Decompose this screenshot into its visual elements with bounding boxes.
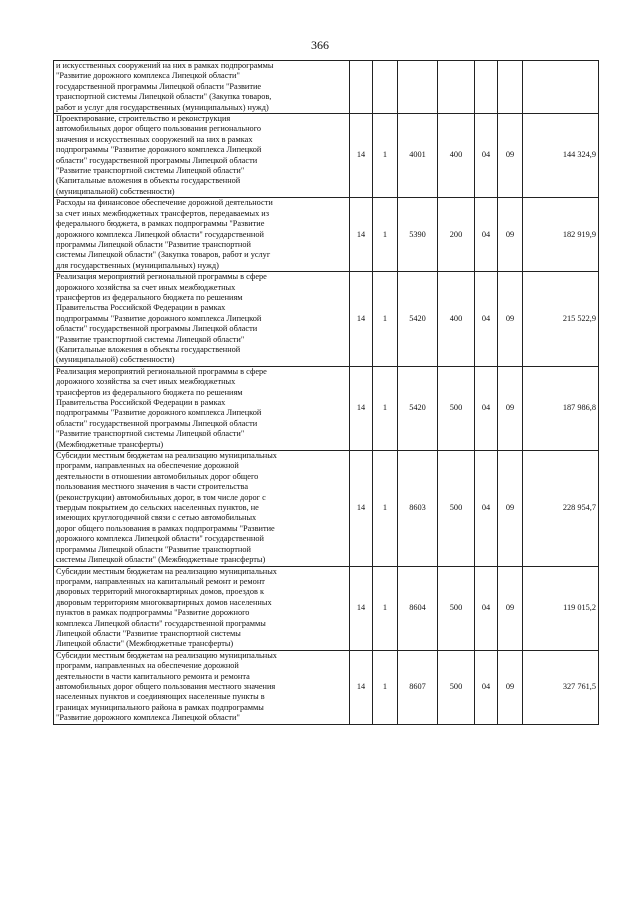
code-cell-1: 14: [350, 114, 373, 198]
code-cell-2: 1: [373, 650, 398, 724]
description-line: Проектирование, строительство и реконструкция: [56, 114, 231, 124]
description-line: границах муниципального района в рамках подпрограммы: [56, 702, 264, 712]
description-line: автомобильных дорог общего пользования местного значения: [56, 681, 276, 691]
description-line: дорожного хозяйства за счет иных межбюджетных: [56, 282, 236, 292]
description-line: и искусственных сооружений на них в рамках подпрограммы: [56, 61, 274, 70]
code-cell-6: [498, 61, 523, 114]
code-cell-6: 09: [498, 198, 523, 272]
row-description: [54, 272, 350, 367]
description-line: Липецкой области" (Межбюджетные трансферты): [56, 639, 234, 649]
row-description: [54, 650, 350, 724]
description-line: государственной программы Липецкой области "Развитие: [56, 81, 262, 91]
code-cell-3: [398, 61, 438, 114]
description-line: работ и услуг для государственных (муниципальных) нужд): [56, 102, 269, 112]
code-cell-5: 04: [475, 114, 498, 198]
code-cell-3: 5420: [398, 272, 438, 367]
description-line: области" государственной программы Липецкой области: [56, 324, 258, 334]
description-line: Правительства Российской Федерации в рамках: [56, 303, 226, 313]
description-line: "Развитие транспортной системы Липецкой области": [56, 334, 245, 344]
description-line: автомобильных дорог общего пользования регионального: [56, 124, 262, 134]
code-cell-5: [475, 61, 498, 114]
code-cell-6: 09: [498, 650, 523, 724]
description-line: дорожного комплекса Липецкой области" государственной: [56, 534, 264, 544]
description-line: Расходы на финансовое обеспечение дорожной деятельности: [56, 198, 273, 208]
description-line: населенных пунктов и соединяющих населенные пункты в: [56, 692, 265, 702]
table-row: [54, 61, 599, 114]
description-line: пунктов в рамках подпрограммы "Развитие дорожного: [56, 608, 250, 618]
code-cell-3: 8604: [398, 566, 438, 650]
description-line: подпрограммы "Развитие дорожного комплекса Липецкой: [56, 313, 262, 323]
description-line: системы Липецкой области" (Межбюджетные трансферты): [56, 555, 266, 565]
description-line: "Развитие транспортной системы Липецкой области": [56, 166, 245, 176]
description-line: трансфертов из федерального бюджета по решениям: [56, 387, 243, 397]
code-cell-2: 1: [373, 451, 398, 566]
code-cell-2: [373, 61, 398, 114]
code-cell-1: 14: [350, 650, 373, 724]
description-line: "Развитие дорожного комплекса Липецкой области": [56, 71, 240, 81]
description-line: дорог общего пользования в рамках подпрограммы "Развитие: [56, 523, 275, 533]
code-cell-5: 04: [475, 198, 498, 272]
description-line: Субсидии местным бюджетам на реализацию муниципальных: [56, 650, 277, 660]
row-description: [54, 566, 350, 650]
code-cell-2: 1: [373, 566, 398, 650]
code-cell-5: 04: [475, 566, 498, 650]
code-cell-6: 09: [498, 451, 523, 566]
amount-cell: 182 919,9: [523, 198, 599, 272]
code-cell-4: 400: [438, 272, 475, 367]
code-cell-5: 04: [475, 650, 498, 724]
amount-cell: 144 324,9: [523, 114, 599, 198]
description-line: деятельности в отношении автомобильных дорог общего: [56, 471, 259, 481]
table-row: [54, 451, 599, 566]
description-line: деятельности в части капитального ремонта и ремонта: [56, 671, 250, 681]
amount-cell: 119 015,2: [523, 566, 599, 650]
description-line: для государственных (муниципальных) нужд): [56, 260, 219, 270]
description-line: программы Липецкой области "Развитие транспортной: [56, 239, 251, 249]
code-cell-4: 500: [438, 650, 475, 724]
description-line: Липецкой области "Развитие транспортной системы: [56, 628, 241, 638]
description-line: подпрограммы "Развитие дорожного комплекса Липецкой: [56, 145, 262, 155]
table-row: [54, 650, 599, 724]
description-line: (реконструкции) автомобильных дорог, в том числе дорог с: [56, 492, 266, 502]
row-description: [54, 451, 350, 566]
description-line: программ, направленных на капитальный ремонт и ремонт: [56, 576, 265, 586]
code-cell-4: 500: [438, 451, 475, 566]
row-description: [54, 114, 350, 198]
code-cell-2: 1: [373, 114, 398, 198]
table-row: [54, 272, 599, 367]
description-line: (Межбюджетные трансферты): [56, 439, 164, 449]
code-cell-6: 09: [498, 566, 523, 650]
code-cell-3: 5390: [398, 198, 438, 272]
code-cell-4: 200: [438, 198, 475, 272]
code-cell-6: 09: [498, 366, 523, 450]
budget-table: [53, 60, 599, 725]
description-line: программы Липецкой области "Развитие транспортной: [56, 544, 251, 554]
description-line: (муниципальной) собственности): [56, 355, 175, 365]
code-cell-3: 4001: [398, 114, 438, 198]
code-cell-2: 1: [373, 198, 398, 272]
code-cell-3: 5420: [398, 366, 438, 450]
description-line: подпрограммы "Развитие дорожного комплекса Липецкой: [56, 408, 262, 418]
description-line: комплекса Липецкой области" государственной программы: [56, 618, 266, 628]
code-cell-3: 8607: [398, 650, 438, 724]
description-line: дворовых территорий многоквартирных домов, проездов к: [56, 587, 265, 597]
description-line: пользования местного значения в части строительства: [56, 482, 249, 492]
code-cell-2: 1: [373, 272, 398, 367]
amount-cell: 327 761,5: [523, 650, 599, 724]
description-line: (Капитальные вложения в объекты государственной: [56, 176, 241, 186]
description-line: области" государственной программы Липецкой области: [56, 418, 258, 428]
code-cell-1: 14: [350, 272, 373, 367]
description-line: дорожного комплекса Липецкой области" государственной: [56, 229, 264, 239]
code-cell-6: 09: [498, 272, 523, 367]
amount-cell: 228 954,7: [523, 451, 599, 566]
description-line: дорожного хозяйства за счет иных межбюджетных: [56, 377, 236, 387]
code-cell-5: 04: [475, 451, 498, 566]
code-cell-4: 500: [438, 366, 475, 450]
code-cell-4: 500: [438, 566, 475, 650]
description-line: Реализация мероприятий региональной программы в сфере: [56, 366, 267, 376]
row-description: [54, 198, 350, 272]
code-cell-4: [438, 61, 475, 114]
page-number: 366: [311, 38, 329, 52]
description-line: области" государственной программы Липецкой области: [56, 155, 258, 165]
description-line: Субсидии местным бюджетам на реализацию муниципальных: [56, 566, 277, 576]
table-row: [54, 366, 599, 450]
description-line: Правительства Российской Федерации в рамках: [56, 398, 226, 407]
description-line: федерального бюджета, в рамках подпрограммы "Развитие: [56, 219, 265, 229]
description-line: "Развитие дорожного комплекса Липецкой области": [56, 713, 240, 723]
code-cell-1: 14: [350, 366, 373, 450]
row-description: [54, 366, 350, 450]
code-cell-1: 14: [350, 566, 373, 650]
table-row: [54, 198, 599, 272]
table-row: [54, 114, 599, 198]
code-cell-6: 09: [498, 114, 523, 198]
description-line: программ, направленных на обеспечение дорожной: [56, 461, 239, 471]
code-cell-3: 8603: [398, 451, 438, 566]
table-row: [54, 566, 599, 650]
description-line: (Капитальные вложения в объекты государственной: [56, 344, 241, 354]
description-line: за счет иных межбюджетных трансфертов, передаваемых из: [56, 208, 270, 218]
description-line: твердым покрытием до сельских населенных пунктов, не: [56, 503, 259, 513]
description-line: транспортной системы Липецкой области" (Закупка товаров,: [56, 92, 272, 102]
code-cell-2: 1: [373, 366, 398, 450]
row-description: [54, 61, 350, 114]
description-line: дворовым территориям многоквартирных домов населенных: [56, 597, 272, 607]
amount-cell: 187 986,8: [523, 366, 599, 450]
amount-cell: [523, 61, 599, 114]
description-line: "Развитие транспортной системы Липецкой области": [56, 429, 245, 439]
description-line: программ, направленных на обеспечение дорожной: [56, 661, 239, 671]
description-line: системы Липецкой области" (Закупка товаров, работ и услуг: [56, 250, 271, 260]
description-line: (муниципальной) собственности): [56, 186, 175, 196]
description-line: имеющих круглогодичной связи с сетью автомобильных: [56, 513, 257, 523]
code-cell-1: [350, 61, 373, 114]
description-line: Реализация мероприятий региональной программы в сфере: [56, 272, 267, 282]
description-line: трансфертов из федерального бюджета по решениям: [56, 292, 243, 302]
description-line: Субсидии местным бюджетам на реализацию муниципальных: [56, 451, 277, 461]
description-line: значения и искусственных сооружений на них в рамках: [56, 134, 253, 144]
code-cell-1: 14: [350, 198, 373, 272]
code-cell-4: 400: [438, 114, 475, 198]
code-cell-5: 04: [475, 366, 498, 450]
code-cell-1: 14: [350, 451, 373, 566]
code-cell-5: 04: [475, 272, 498, 367]
amount-cell: 215 522,9: [523, 272, 599, 367]
